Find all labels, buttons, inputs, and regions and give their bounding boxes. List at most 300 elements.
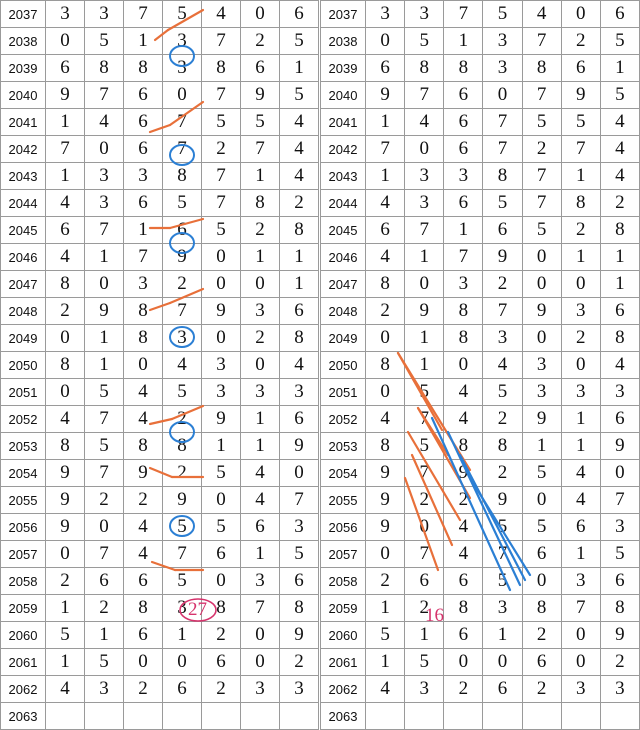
digit-cell: 4 (241, 460, 280, 487)
digit-cell: 5 (483, 514, 522, 541)
digit-cell: 0 (85, 271, 124, 298)
row-index-cell: 2058 (321, 568, 366, 595)
row-index-cell: 2059 (321, 595, 366, 622)
digit-cell: 8 (124, 595, 163, 622)
digit-cell: 6 (124, 109, 163, 136)
digit-cell: 6 (444, 622, 483, 649)
digit-cell: 2 (46, 568, 85, 595)
digit-cell: 6 (85, 568, 124, 595)
digit-cell: 0 (366, 325, 405, 352)
row-index-cell: 2039 (321, 55, 366, 82)
digit-cell: 2 (366, 298, 405, 325)
digit-cell: 1 (600, 55, 639, 82)
digit-cell: 4 (163, 352, 202, 379)
digit-cell (444, 703, 483, 730)
digit-cell: 5 (600, 541, 639, 568)
digit-cell: 8 (163, 433, 202, 460)
digit-cell: 3 (241, 379, 280, 406)
digit-cell: 1 (202, 433, 241, 460)
digit-cell: 0 (241, 649, 280, 676)
digit-cell: 1 (405, 244, 444, 271)
digit-cell: 4 (600, 352, 639, 379)
digit-cell: 6 (202, 649, 241, 676)
digit-cell: 6 (124, 190, 163, 217)
digit-cell: 0 (483, 649, 522, 676)
digit-cell: 4 (444, 514, 483, 541)
table-row (1, 487, 319, 514)
digit-cell: 4 (366, 406, 405, 433)
digit-cell: 9 (444, 460, 483, 487)
row-index-cell: 2042 (321, 136, 366, 163)
table-row (321, 28, 640, 55)
digit-cell: 2 (124, 487, 163, 514)
digit-cell: 3 (85, 676, 124, 703)
digit-cell: 6 (522, 541, 561, 568)
digit-cell: 8 (241, 190, 280, 217)
row-index-cell: 2044 (321, 190, 366, 217)
digit-cell: 5 (522, 460, 561, 487)
digit-cell: 5 (202, 460, 241, 487)
digit-cell: 3 (522, 379, 561, 406)
digit-cell: 2 (405, 487, 444, 514)
table-row (1, 514, 319, 541)
table-row (321, 676, 640, 703)
digit-cell: 3 (85, 163, 124, 190)
digit-cell: 0 (85, 136, 124, 163)
digit-cell: 5 (202, 109, 241, 136)
digit-cell: 1 (124, 217, 163, 244)
table-row (321, 298, 640, 325)
digit-cell: 0 (366, 28, 405, 55)
row-index-cell: 2047 (321, 271, 366, 298)
digit-cell: 3 (163, 28, 202, 55)
digit-cell: 1 (483, 622, 522, 649)
row-index-cell: 2049 (1, 325, 46, 352)
digit-cell: 1 (280, 55, 319, 82)
digit-cell: 2 (280, 190, 319, 217)
table-row (321, 82, 640, 109)
digit-cell: 5 (280, 28, 319, 55)
table-row (1, 352, 319, 379)
digit-cell: 0 (405, 271, 444, 298)
digit-cell: 7 (444, 1, 483, 28)
digit-cell: 8 (46, 271, 85, 298)
digit-cell: 3 (561, 568, 600, 595)
digit-cell: 7 (85, 82, 124, 109)
digit-cell: 9 (85, 298, 124, 325)
table-row (321, 352, 640, 379)
digit-cell: 3 (163, 55, 202, 82)
row-index-cell: 2048 (321, 298, 366, 325)
row-index-cell: 2046 (321, 244, 366, 271)
digit-cell (405, 703, 444, 730)
digit-cell: 0 (280, 460, 319, 487)
digit-cell: 2 (241, 217, 280, 244)
table-row (321, 487, 640, 514)
table-row (321, 271, 640, 298)
digit-cell: 5 (163, 379, 202, 406)
digit-cell: 7 (85, 217, 124, 244)
digit-cell: 3 (600, 676, 639, 703)
row-index-cell: 2046 (1, 244, 46, 271)
digit-cell: 5 (600, 28, 639, 55)
left-number-table (0, 0, 319, 730)
digit-cell: 0 (366, 379, 405, 406)
row-index-cell: 2053 (321, 433, 366, 460)
digit-cell: 8 (280, 325, 319, 352)
digit-cell: 5 (280, 541, 319, 568)
digit-cell: 5 (280, 82, 319, 109)
digit-cell: 6 (124, 622, 163, 649)
digit-cell: 2 (561, 28, 600, 55)
digit-cell: 1 (600, 244, 639, 271)
digit-cell: 9 (561, 82, 600, 109)
digit-cell: 0 (444, 649, 483, 676)
digit-cell: 8 (522, 595, 561, 622)
digit-cell: 8 (46, 433, 85, 460)
digit-cell: 9 (46, 487, 85, 514)
digit-cell: 1 (241, 433, 280, 460)
digit-cell: 6 (202, 541, 241, 568)
digit-cell: 4 (561, 460, 600, 487)
digit-cell: 5 (85, 433, 124, 460)
digit-cell: 7 (483, 109, 522, 136)
digit-cell: 7 (405, 82, 444, 109)
digit-cell: 3 (202, 352, 241, 379)
digit-cell: 4 (46, 406, 85, 433)
digit-cell: 0 (522, 244, 561, 271)
digit-cell: 0 (522, 271, 561, 298)
left-panel (0, 0, 320, 724)
digit-cell: 7 (561, 136, 600, 163)
digit-cell: 5 (85, 28, 124, 55)
table-row (1, 109, 319, 136)
digit-cell: 5 (522, 514, 561, 541)
digit-cell: 5 (202, 514, 241, 541)
digit-cell: 0 (241, 352, 280, 379)
digit-cell: 7 (85, 406, 124, 433)
digit-cell: 4 (280, 136, 319, 163)
row-index-cell: 2045 (1, 217, 46, 244)
row-index-cell: 2063 (1, 703, 46, 730)
digit-cell: 2 (280, 649, 319, 676)
table-row (1, 1, 319, 28)
table-row (1, 217, 319, 244)
digit-cell: 7 (163, 109, 202, 136)
row-index-cell: 2042 (1, 136, 46, 163)
digit-cell: 1 (366, 109, 405, 136)
row-index-cell: 2039 (1, 55, 46, 82)
digit-cell: 6 (280, 406, 319, 433)
table-row (321, 190, 640, 217)
table-row (321, 514, 640, 541)
left-table-body (1, 1, 319, 730)
digit-cell: 9 (163, 487, 202, 514)
row-index-cell: 2050 (1, 352, 46, 379)
digit-cell: 3 (280, 676, 319, 703)
digit-cell: 2 (600, 649, 639, 676)
row-index-cell: 2037 (321, 1, 366, 28)
digit-cell: 3 (366, 1, 405, 28)
digit-cell: 2 (522, 676, 561, 703)
digit-cell: 3 (46, 1, 85, 28)
row-index-cell: 2051 (1, 379, 46, 406)
digit-cell: 0 (202, 568, 241, 595)
digit-cell: 1 (241, 541, 280, 568)
digit-cell: 4 (366, 244, 405, 271)
row-index-cell: 2043 (321, 163, 366, 190)
digit-cell: 3 (280, 514, 319, 541)
digit-cell: 5 (202, 217, 241, 244)
digit-cell: 8 (444, 433, 483, 460)
digit-cell: 9 (366, 514, 405, 541)
row-index-cell: 2040 (1, 82, 46, 109)
digit-cell: 1 (561, 541, 600, 568)
digit-cell: 8 (600, 595, 639, 622)
digit-cell: 7 (163, 136, 202, 163)
digit-cell: 4 (46, 244, 85, 271)
row-index-cell: 2060 (321, 622, 366, 649)
digit-cell: 8 (280, 217, 319, 244)
right-panel (320, 0, 640, 724)
left-summary-total: 27 (188, 599, 207, 620)
digit-cell: 4 (600, 136, 639, 163)
digit-cell: 2 (202, 622, 241, 649)
digit-cell: 2 (483, 460, 522, 487)
row-index-cell: 2041 (1, 109, 46, 136)
digit-cell: 9 (280, 622, 319, 649)
digit-cell: 3 (280, 379, 319, 406)
digit-cell: 1 (46, 595, 85, 622)
digit-cell: 5 (163, 514, 202, 541)
row-index-cell: 2062 (321, 676, 366, 703)
digit-cell: 7 (163, 541, 202, 568)
digit-cell: 6 (600, 298, 639, 325)
digit-cell: 7 (85, 541, 124, 568)
digit-cell: 2 (85, 595, 124, 622)
digit-cell: 3 (202, 379, 241, 406)
digit-cell: 4 (46, 190, 85, 217)
digit-cell: 5 (85, 379, 124, 406)
digit-cell: 2 (124, 676, 163, 703)
table-row (1, 433, 319, 460)
digit-cell: 6 (600, 406, 639, 433)
table-row (321, 217, 640, 244)
digit-cell: 7 (444, 244, 483, 271)
digit-cell: 6 (444, 136, 483, 163)
digit-cell: 2 (163, 406, 202, 433)
digit-cell (202, 703, 241, 730)
table-row (1, 595, 319, 622)
digit-cell: 7 (483, 136, 522, 163)
row-index-cell: 2053 (1, 433, 46, 460)
digit-cell: 6 (522, 649, 561, 676)
row-index-cell: 2052 (321, 406, 366, 433)
table-row (321, 109, 640, 136)
row-index-cell: 2045 (321, 217, 366, 244)
table-row (1, 406, 319, 433)
digit-cell: 1 (46, 163, 85, 190)
digit-cell: 5 (46, 622, 85, 649)
digit-cell: 9 (202, 406, 241, 433)
digit-cell (163, 703, 202, 730)
table-row (321, 325, 640, 352)
digit-cell: 8 (85, 55, 124, 82)
table-row (1, 460, 319, 487)
digit-cell: 3 (561, 298, 600, 325)
row-index-cell: 2048 (1, 298, 46, 325)
digit-cell: 5 (405, 379, 444, 406)
table-row (321, 703, 640, 730)
digit-cell: 0 (405, 136, 444, 163)
digit-cell: 5 (483, 190, 522, 217)
digit-cell: 9 (366, 487, 405, 514)
digit-cell: 9 (366, 82, 405, 109)
digit-cell: 7 (483, 298, 522, 325)
digit-cell (241, 703, 280, 730)
digit-cell: 0 (405, 514, 444, 541)
row-index-cell: 2051 (321, 379, 366, 406)
row-index-cell: 2060 (1, 622, 46, 649)
digit-cell: 9 (522, 406, 561, 433)
digit-cell (483, 703, 522, 730)
digit-cell: 1 (241, 406, 280, 433)
digit-cell: 1 (85, 244, 124, 271)
digit-cell: 5 (163, 568, 202, 595)
digit-cell: 5 (85, 649, 124, 676)
digit-cell: 0 (124, 352, 163, 379)
digit-cell: 8 (600, 217, 639, 244)
digit-cell: 1 (405, 325, 444, 352)
digit-cell: 5 (405, 649, 444, 676)
digit-cell: 7 (124, 244, 163, 271)
digit-cell: 6 (444, 82, 483, 109)
digit-cell: 6 (444, 190, 483, 217)
digit-cell: 8 (124, 433, 163, 460)
digit-cell: 4 (280, 352, 319, 379)
digit-cell: 0 (202, 487, 241, 514)
digit-cell: 4 (124, 514, 163, 541)
digit-cell: 0 (522, 568, 561, 595)
digit-cell: 0 (85, 514, 124, 541)
row-index-cell: 2061 (321, 649, 366, 676)
digit-cell: 8 (600, 325, 639, 352)
digit-cell: 0 (561, 352, 600, 379)
digit-cell: 5 (522, 109, 561, 136)
digit-cell: 6 (280, 1, 319, 28)
digit-cell: 9 (600, 433, 639, 460)
digit-cell: 3 (483, 595, 522, 622)
digit-cell: 9 (124, 460, 163, 487)
row-index-cell: 2057 (1, 541, 46, 568)
digit-cell: 8 (202, 55, 241, 82)
digit-cell: 8 (366, 433, 405, 460)
digit-cell: 7 (600, 487, 639, 514)
table-row (321, 595, 640, 622)
digit-cell: 2 (163, 460, 202, 487)
digit-cell: 3 (241, 568, 280, 595)
digit-cell: 6 (124, 568, 163, 595)
digit-cell: 3 (483, 325, 522, 352)
digit-cell: 5 (405, 28, 444, 55)
table-row (321, 244, 640, 271)
row-index-cell: 2061 (1, 649, 46, 676)
table-row (321, 568, 640, 595)
digit-cell: 3 (561, 676, 600, 703)
digit-cell: 4 (600, 163, 639, 190)
table-row (321, 622, 640, 649)
digit-cell: 0 (202, 325, 241, 352)
table-row (1, 244, 319, 271)
table-row (1, 676, 319, 703)
digit-cell: 4 (124, 379, 163, 406)
digit-cell: 0 (124, 649, 163, 676)
digit-cell: 4 (241, 487, 280, 514)
table-row (1, 298, 319, 325)
digit-cell: 8 (124, 325, 163, 352)
digit-cell: 8 (366, 271, 405, 298)
table-row (1, 271, 319, 298)
digit-cell: 6 (483, 217, 522, 244)
table-row (1, 649, 319, 676)
digit-cell: 7 (202, 28, 241, 55)
table-row (1, 325, 319, 352)
digit-cell: 8 (405, 55, 444, 82)
digit-cell: 4 (280, 109, 319, 136)
digit-cell: 7 (85, 460, 124, 487)
digit-cell: 5 (163, 1, 202, 28)
digit-cell (561, 703, 600, 730)
digit-cell: 1 (405, 352, 444, 379)
right-summary-total: 16 (425, 605, 444, 626)
digit-cell: 3 (600, 514, 639, 541)
digit-cell: 6 (366, 55, 405, 82)
digit-cell: 6 (405, 568, 444, 595)
row-index-cell: 2056 (321, 514, 366, 541)
digit-cell: 0 (561, 271, 600, 298)
digit-cell: 2 (444, 487, 483, 514)
digit-cell: 1 (280, 244, 319, 271)
digit-cell: 3 (85, 1, 124, 28)
row-index-cell: 2038 (1, 28, 46, 55)
row-index-cell: 2038 (321, 28, 366, 55)
digit-cell: 2 (561, 217, 600, 244)
digit-cell: 9 (280, 433, 319, 460)
digit-cell: 8 (444, 55, 483, 82)
digit-cell: 6 (241, 514, 280, 541)
table-row (1, 541, 319, 568)
digit-cell: 7 (202, 82, 241, 109)
digit-cell: 5 (163, 190, 202, 217)
digit-cell: 6 (280, 298, 319, 325)
digit-cell: 3 (85, 190, 124, 217)
table-row (321, 541, 640, 568)
digit-cell: 3 (124, 271, 163, 298)
digit-cell: 3 (522, 352, 561, 379)
digit-cell: 7 (522, 190, 561, 217)
digit-cell: 8 (280, 595, 319, 622)
digit-cell: 7 (241, 136, 280, 163)
digit-cell: 5 (483, 1, 522, 28)
digit-cell: 3 (444, 163, 483, 190)
digit-cell: 6 (600, 1, 639, 28)
right-table-body (321, 1, 640, 730)
table-row (1, 622, 319, 649)
digit-cell: 4 (522, 1, 561, 28)
digit-cell: 4 (124, 541, 163, 568)
table-row (321, 433, 640, 460)
digit-cell: 6 (483, 676, 522, 703)
